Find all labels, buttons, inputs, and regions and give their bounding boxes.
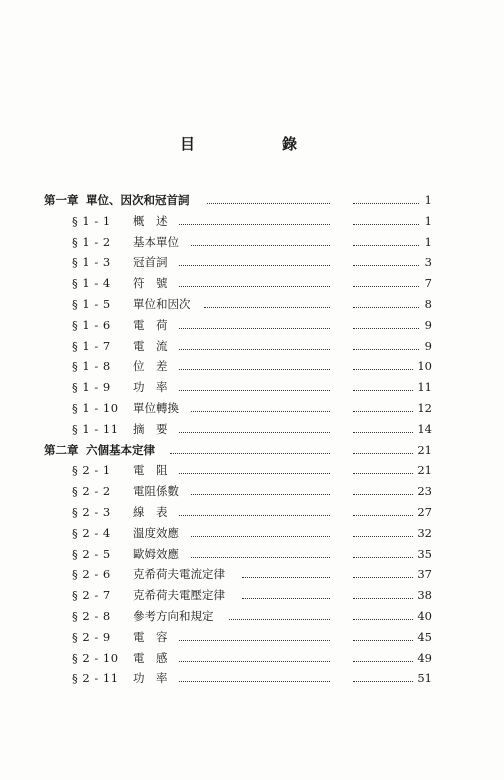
- section-number: § 2 - 1: [72, 463, 111, 478]
- dotted-leader: [353, 411, 413, 412]
- section-title: 基本單位: [133, 234, 179, 249]
- page-number: 11: [417, 380, 432, 395]
- page-number: 3: [424, 255, 432, 270]
- section-title: 溫度效應: [133, 525, 179, 540]
- dotted-leader: [353, 619, 413, 620]
- toc-section-row: [0, 648, 504, 668]
- dotted-leader: [242, 598, 330, 599]
- dotted-leader: [207, 203, 330, 204]
- chapter-number: 第一章: [44, 193, 79, 207]
- page-number: 21: [417, 442, 432, 457]
- dotted-leader: [353, 661, 413, 662]
- dotted-leader: [179, 432, 330, 433]
- section-number: § 2 - 5: [72, 546, 111, 561]
- dotted-leader: [353, 557, 413, 558]
- dotted-leader: [191, 494, 330, 495]
- dotted-leader: [353, 494, 413, 495]
- dotted-leader: [353, 473, 413, 474]
- dotted-leader: [191, 411, 330, 412]
- section-number: § 2 - 2: [72, 484, 111, 499]
- section-number: § 1 - 7: [72, 338, 111, 353]
- section-title: 位 差: [133, 359, 168, 374]
- dotted-leader: [353, 224, 419, 225]
- section-title: 電 荷: [133, 317, 168, 332]
- section-title: 功 率: [133, 671, 168, 686]
- page-number: 49: [417, 650, 432, 665]
- section-number: § 2 - 11: [72, 671, 119, 686]
- dotted-leader: [179, 349, 330, 350]
- dotted-leader: [179, 661, 330, 662]
- toc-title-part1: 目: [180, 135, 197, 153]
- toc-title-part2: 錄: [282, 135, 299, 153]
- dotted-leader: [353, 515, 413, 516]
- dotted-leader: [353, 577, 413, 578]
- toc-chapter-row: [0, 190, 504, 210]
- toc-chapter-row: [0, 440, 504, 460]
- page-number: 9: [424, 338, 432, 353]
- dotted-leader: [353, 536, 413, 537]
- section-number: § 1 - 9: [72, 380, 111, 395]
- dotted-leader: [179, 369, 330, 370]
- dotted-leader: [353, 286, 419, 287]
- dotted-leader: [353, 453, 413, 454]
- page-number: 14: [417, 421, 432, 436]
- page-number: 21: [417, 463, 432, 478]
- page-number: 10: [417, 359, 432, 374]
- page-number: 23: [417, 484, 432, 499]
- dotted-leader: [353, 245, 419, 246]
- toc-section-row: [0, 398, 504, 418]
- dotted-leader: [179, 265, 330, 266]
- page-number: 51: [417, 671, 432, 686]
- section-number: § 1 - 1: [72, 213, 111, 228]
- section-number: § 1 - 3: [72, 255, 111, 270]
- section-number: § 1 - 6: [72, 317, 111, 332]
- section-number: § 2 - 10: [72, 650, 119, 665]
- dotted-leader: [191, 536, 330, 537]
- toc-section-row: [0, 523, 504, 543]
- section-title: 電 阻: [133, 463, 168, 478]
- dotted-leader: [191, 557, 330, 558]
- page-number: 35: [417, 546, 432, 561]
- section-title: 單位轉換: [133, 401, 179, 415]
- section-title: 克希荷夫電流定律: [133, 567, 225, 582]
- toc-section-row: [0, 668, 504, 688]
- dotted-leader: [229, 619, 330, 620]
- page-number: 7: [424, 276, 432, 291]
- section-title: 符 號: [133, 276, 168, 291]
- dotted-leader: [353, 328, 419, 329]
- dotted-leader: [353, 203, 419, 204]
- page-number: 38: [417, 588, 432, 603]
- dotted-leader: [353, 598, 413, 599]
- section-number: § 2 - 9: [72, 629, 111, 644]
- dotted-leader: [179, 390, 330, 391]
- dotted-leader: [179, 286, 330, 287]
- dotted-leader: [353, 640, 413, 641]
- dotted-leader: [353, 390, 413, 391]
- toc-section-row: [0, 585, 504, 605]
- section-title: 克希荷夫電壓定律: [133, 588, 225, 603]
- section-number: § 2 - 8: [72, 609, 111, 623]
- page-number: 9: [424, 317, 432, 332]
- page-number: 32: [417, 525, 432, 540]
- dotted-leader: [191, 245, 330, 246]
- page-number: 12: [417, 401, 432, 415]
- section-title: 單位和因次: [133, 297, 191, 311]
- page-number: 27: [417, 505, 432, 519]
- toc-section-row: [0, 460, 504, 480]
- section-title: 冠首詞: [133, 255, 168, 270]
- section-title: 摘 要: [133, 421, 168, 436]
- section-number: § 2 - 4: [72, 525, 111, 540]
- toc-section-row: [0, 211, 504, 231]
- page-number: 40: [417, 609, 432, 623]
- page-number: 1: [424, 193, 432, 207]
- page-number: 1: [424, 213, 432, 228]
- section-title: 功 率: [133, 380, 168, 395]
- dotted-leader: [353, 265, 419, 266]
- toc-section-row: [0, 564, 504, 584]
- toc-section-row: [0, 232, 504, 252]
- toc-section-row: [0, 336, 504, 356]
- section-number: § 1 - 11: [72, 421, 119, 436]
- chapter-title: 六個基本定律: [86, 442, 155, 457]
- chapter-number: 第二章: [44, 442, 79, 457]
- section-title: 線 表: [133, 505, 168, 519]
- section-title: 概 述: [133, 213, 168, 228]
- section-number: § 1 - 4: [72, 276, 111, 291]
- toc-section-row: [0, 377, 504, 397]
- section-number: § 2 - 7: [72, 588, 111, 603]
- dotted-leader: [353, 307, 419, 308]
- toc-section-row: [0, 252, 504, 272]
- dotted-leader: [170, 453, 330, 454]
- dotted-leader: [353, 369, 413, 370]
- toc-section-row: [0, 419, 504, 439]
- section-title: 參考方向和規定: [133, 609, 214, 623]
- page-number: 45: [417, 629, 432, 644]
- page-number: 37: [417, 567, 432, 582]
- dotted-leader: [353, 681, 413, 682]
- section-title: 電 流: [133, 338, 168, 353]
- dotted-leader: [179, 328, 330, 329]
- toc-section-row: [0, 481, 504, 501]
- page-number: 1: [424, 234, 432, 249]
- section-number: § 2 - 6: [72, 567, 111, 582]
- toc-section-row: [0, 356, 504, 376]
- page-number: 8: [424, 297, 432, 311]
- toc-section-row: [0, 606, 504, 626]
- dotted-leader: [179, 681, 330, 682]
- section-number: § 1 - 8: [72, 359, 111, 374]
- dotted-leader: [179, 224, 330, 225]
- dotted-leader: [353, 432, 413, 433]
- toc-section-row: [0, 502, 504, 522]
- section-title: 電 容: [133, 629, 168, 644]
- section-number: § 1 - 10: [72, 401, 119, 415]
- section-number: § 1 - 2: [72, 234, 111, 249]
- toc-section-row: [0, 273, 504, 293]
- section-number: § 2 - 3: [72, 505, 111, 519]
- toc-section-row: [0, 294, 504, 314]
- dotted-leader: [179, 473, 330, 474]
- section-title: 電 感: [133, 650, 168, 665]
- section-title: 歐姆效應: [133, 546, 179, 561]
- dotted-leader: [353, 349, 419, 350]
- dotted-leader: [242, 577, 330, 578]
- toc-section-row: [0, 315, 504, 335]
- dotted-leader: [179, 515, 330, 516]
- toc-section-row: [0, 627, 504, 647]
- section-title: 電阻係數: [133, 484, 179, 499]
- chapter-title: 單位、因次和冠首詞: [86, 193, 190, 207]
- section-number: § 1 - 5: [72, 297, 111, 311]
- toc-section-row: [0, 544, 504, 564]
- dotted-leader: [179, 640, 330, 641]
- dotted-leader: [204, 307, 330, 308]
